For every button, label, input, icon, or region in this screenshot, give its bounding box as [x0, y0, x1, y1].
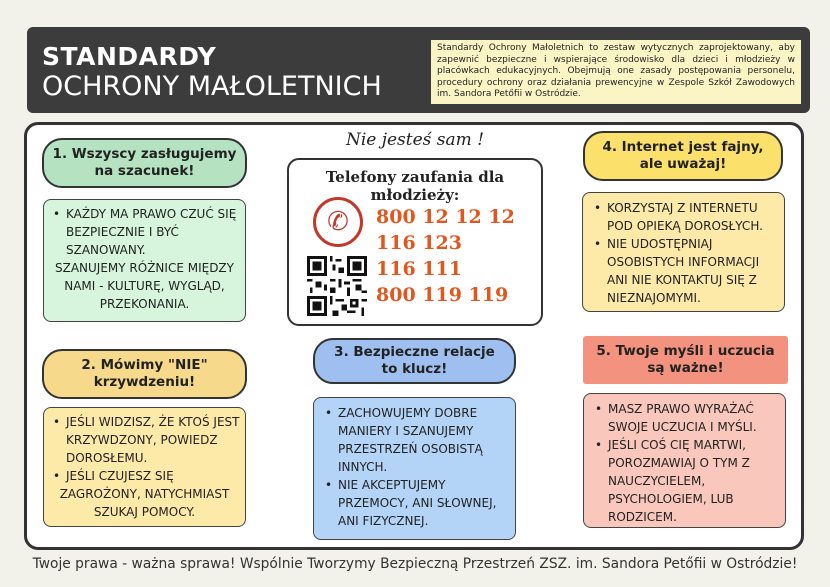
section-1-title: 1. Wszyscy zasługujemy na szacunek!	[42, 138, 247, 188]
section-1-plain-text: SZANUJEMY RÓŻNICE MIĘDZY NAMI - KULTURĘ, WYGLĄD, PRZEKONANIA.	[55, 261, 234, 311]
list-item: • NIE UDOSTĘPNIAJ OSOBISTYCH INFORMACJI ANI NIE KONTAKTUJ SIĘ Z NIEZNAJOMYMI.	[589, 235, 778, 307]
list-item: • JEŚLI CZUJESZ SIĘ	[48, 467, 241, 485]
section-2-title: 2. Mówimy "NIE" krzywdzeniu!	[42, 349, 247, 399]
list-item: • MASZ PRAWO WYRAŻAĆ SWOJE UCZUCIA I MYŚLI.	[590, 400, 779, 436]
phones-heading: Telefony zaufania dla młodzieży:	[325, 168, 505, 204]
section-3-title: 3. Bezpieczne relacje to klucz!	[313, 338, 516, 384]
center-title: Nie jesteś sam !	[345, 130, 485, 150]
section-4-title: 4. Internet jest fajny, ale uważaj!	[583, 131, 783, 181]
phone-number[interactable]: 800 12 12 12	[376, 206, 515, 228]
list-item: • JEŚLI COŚ CIĘ MARTWI, POROZMAWIAJ O TYM Z NAUCZYCIELEM, PSYCHOLOGIEM, LUB RODZICEM.	[590, 436, 779, 526]
list-item: • NIE AKCEPTUJEMY PRZEMOCY, ANI SŁOWNEJ, ANI FIZYCZNEJ.	[320, 476, 509, 530]
section-5-title: 5. Twoje myśli i uczucia są ważne!	[583, 336, 788, 384]
section-1-box	[43, 199, 246, 322]
phone-number[interactable]: 800 119 119	[376, 284, 509, 306]
footer-text: Twoje prawa - ważna sprawa! Wspólnie Tworzymy Bezpieczną Przestrzeń ZSZ. im. Sandora Petőfii w Ostródzie!	[32, 556, 798, 572]
qr-code-icon	[307, 256, 367, 316]
phone-number[interactable]: 116 123	[376, 232, 462, 254]
section-3-box	[313, 397, 516, 540]
page-subtitle: OCHRONY MAŁOLETNICH	[42, 71, 382, 102]
section-2-box	[43, 407, 246, 527]
phone-numbers	[376, 204, 515, 308]
list-item: • JEŚLI WIDZISZ, ŻE KTOŚ JEST KRZYWDZONY, POWIEDZ DOROSŁEMU.	[48, 413, 241, 467]
list-item: • KORZYSTAJ Z INTERNETU POD OPIEKĄ DOROSŁYCH.	[589, 199, 778, 235]
phone-number[interactable]: 116 111	[376, 258, 462, 280]
section-4-box	[582, 192, 785, 312]
list-item: • KAŻDY MA PRAWO CZUĆ SIĘ BEZPIECZNIE I BYĆ SZANOWANY.	[48, 205, 241, 259]
list-item: • ZACHOWUJEMY DOBRE MANIERY I SZANUJEMY PRZESTRZEŃ OSOBISTĄ INNYCH.	[320, 404, 509, 476]
section-2-plain-text: ZAGROŻONY, NATYCHMIAST SZUKAJ POMOCY.	[59, 487, 230, 519]
header-banner	[27, 27, 810, 113]
phone-icon: ✆	[313, 197, 363, 247]
section-5-box	[583, 393, 786, 528]
phone-box	[287, 158, 543, 326]
page-title: STANDARDY	[42, 42, 217, 71]
description-text: Standardy Ochrony Małoletnich to zestaw wytycznych zaprojektowany, aby zapewnić bezpieczne i wspierające środowisko dla dzieci i młodzieży w placówkach edukacyjnych. Obejmują one zasady postępowania personelu, procedury ochrony oraz działania prewencyjne w Zespole Szkół Zawodowych im. Sandora Petőfii w Ostródzie.	[431, 40, 801, 104]
